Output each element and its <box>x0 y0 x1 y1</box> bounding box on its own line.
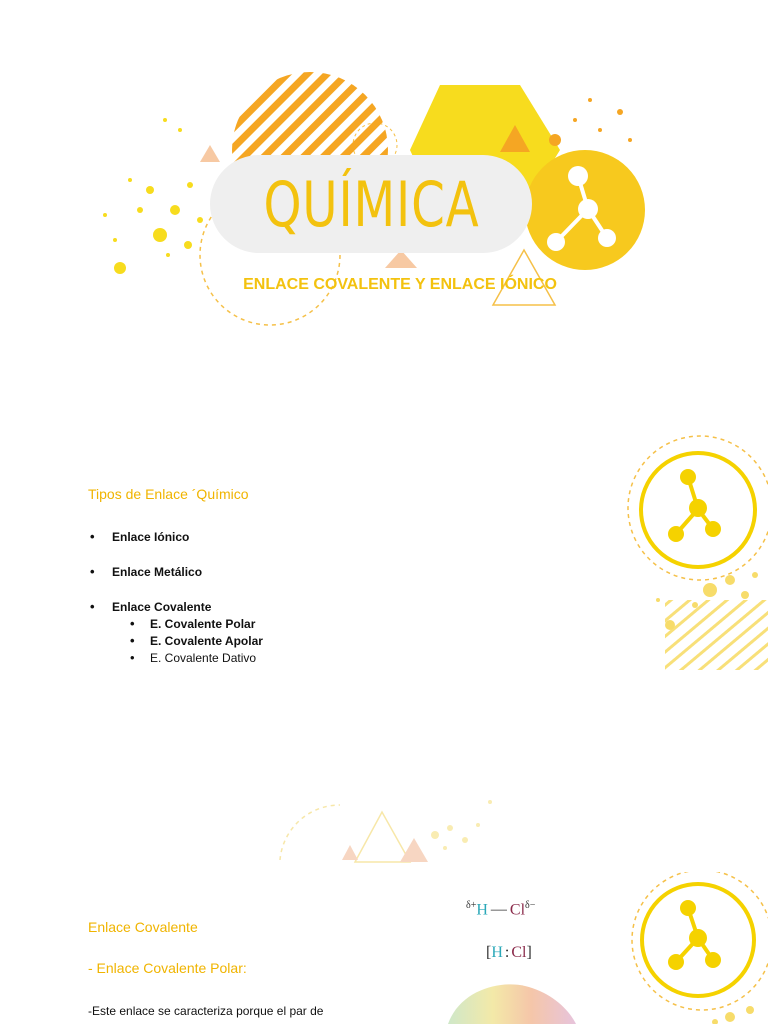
bullet-icon: • <box>90 564 95 579</box>
bullet-icon: • <box>90 529 95 544</box>
formula-dipole: $^{\delta+}$H — $Cl^{\delta-}$ <box>466 900 536 919</box>
list-item: • Enlace Covalente • E. Covalente Polar • E. Covalente Apolar • E. Covalente Dativo <box>112 600 263 668</box>
section-decoration <box>610 430 768 670</box>
list-item: • E. Covalente Polar <box>130 616 256 631</box>
section-decoration <box>620 872 768 1024</box>
paragraph-text: -Este enlace se caracteriza porque el par de <box>88 1004 324 1018</box>
bullet-icon: • <box>130 633 135 648</box>
list-item: • E. Covalente Apolar <box>130 633 263 648</box>
bullet-icon: • <box>90 599 95 614</box>
title-pill <box>210 155 532 253</box>
list-item: • Enlace Iónico <box>90 529 190 544</box>
electron-density-image <box>440 980 580 1024</box>
page-title: QUÍMICA <box>262 167 480 241</box>
bullet-icon: • <box>130 650 135 665</box>
page-subtitle: ENLACE COVALENTE Y ENLACE IÓNICO <box>243 276 557 293</box>
list-item: • E. Covalente Dativo <box>130 650 257 665</box>
list-item: • Enlace Metálico <box>90 564 203 579</box>
formula-lewis: [H : Cl] <box>486 944 532 961</box>
bullet-icon: • <box>130 616 135 631</box>
enlace-types-list <box>90 529 263 668</box>
cover-page <box>0 0 768 380</box>
section-heading-types: Tipos de Enlace ´Químico <box>88 486 249 502</box>
faded-decoration <box>250 790 510 870</box>
section-subheading-polar: - Enlace Covalente Polar: <box>88 960 247 976</box>
section-heading-covalent: Enlace Covalente <box>88 919 198 935</box>
